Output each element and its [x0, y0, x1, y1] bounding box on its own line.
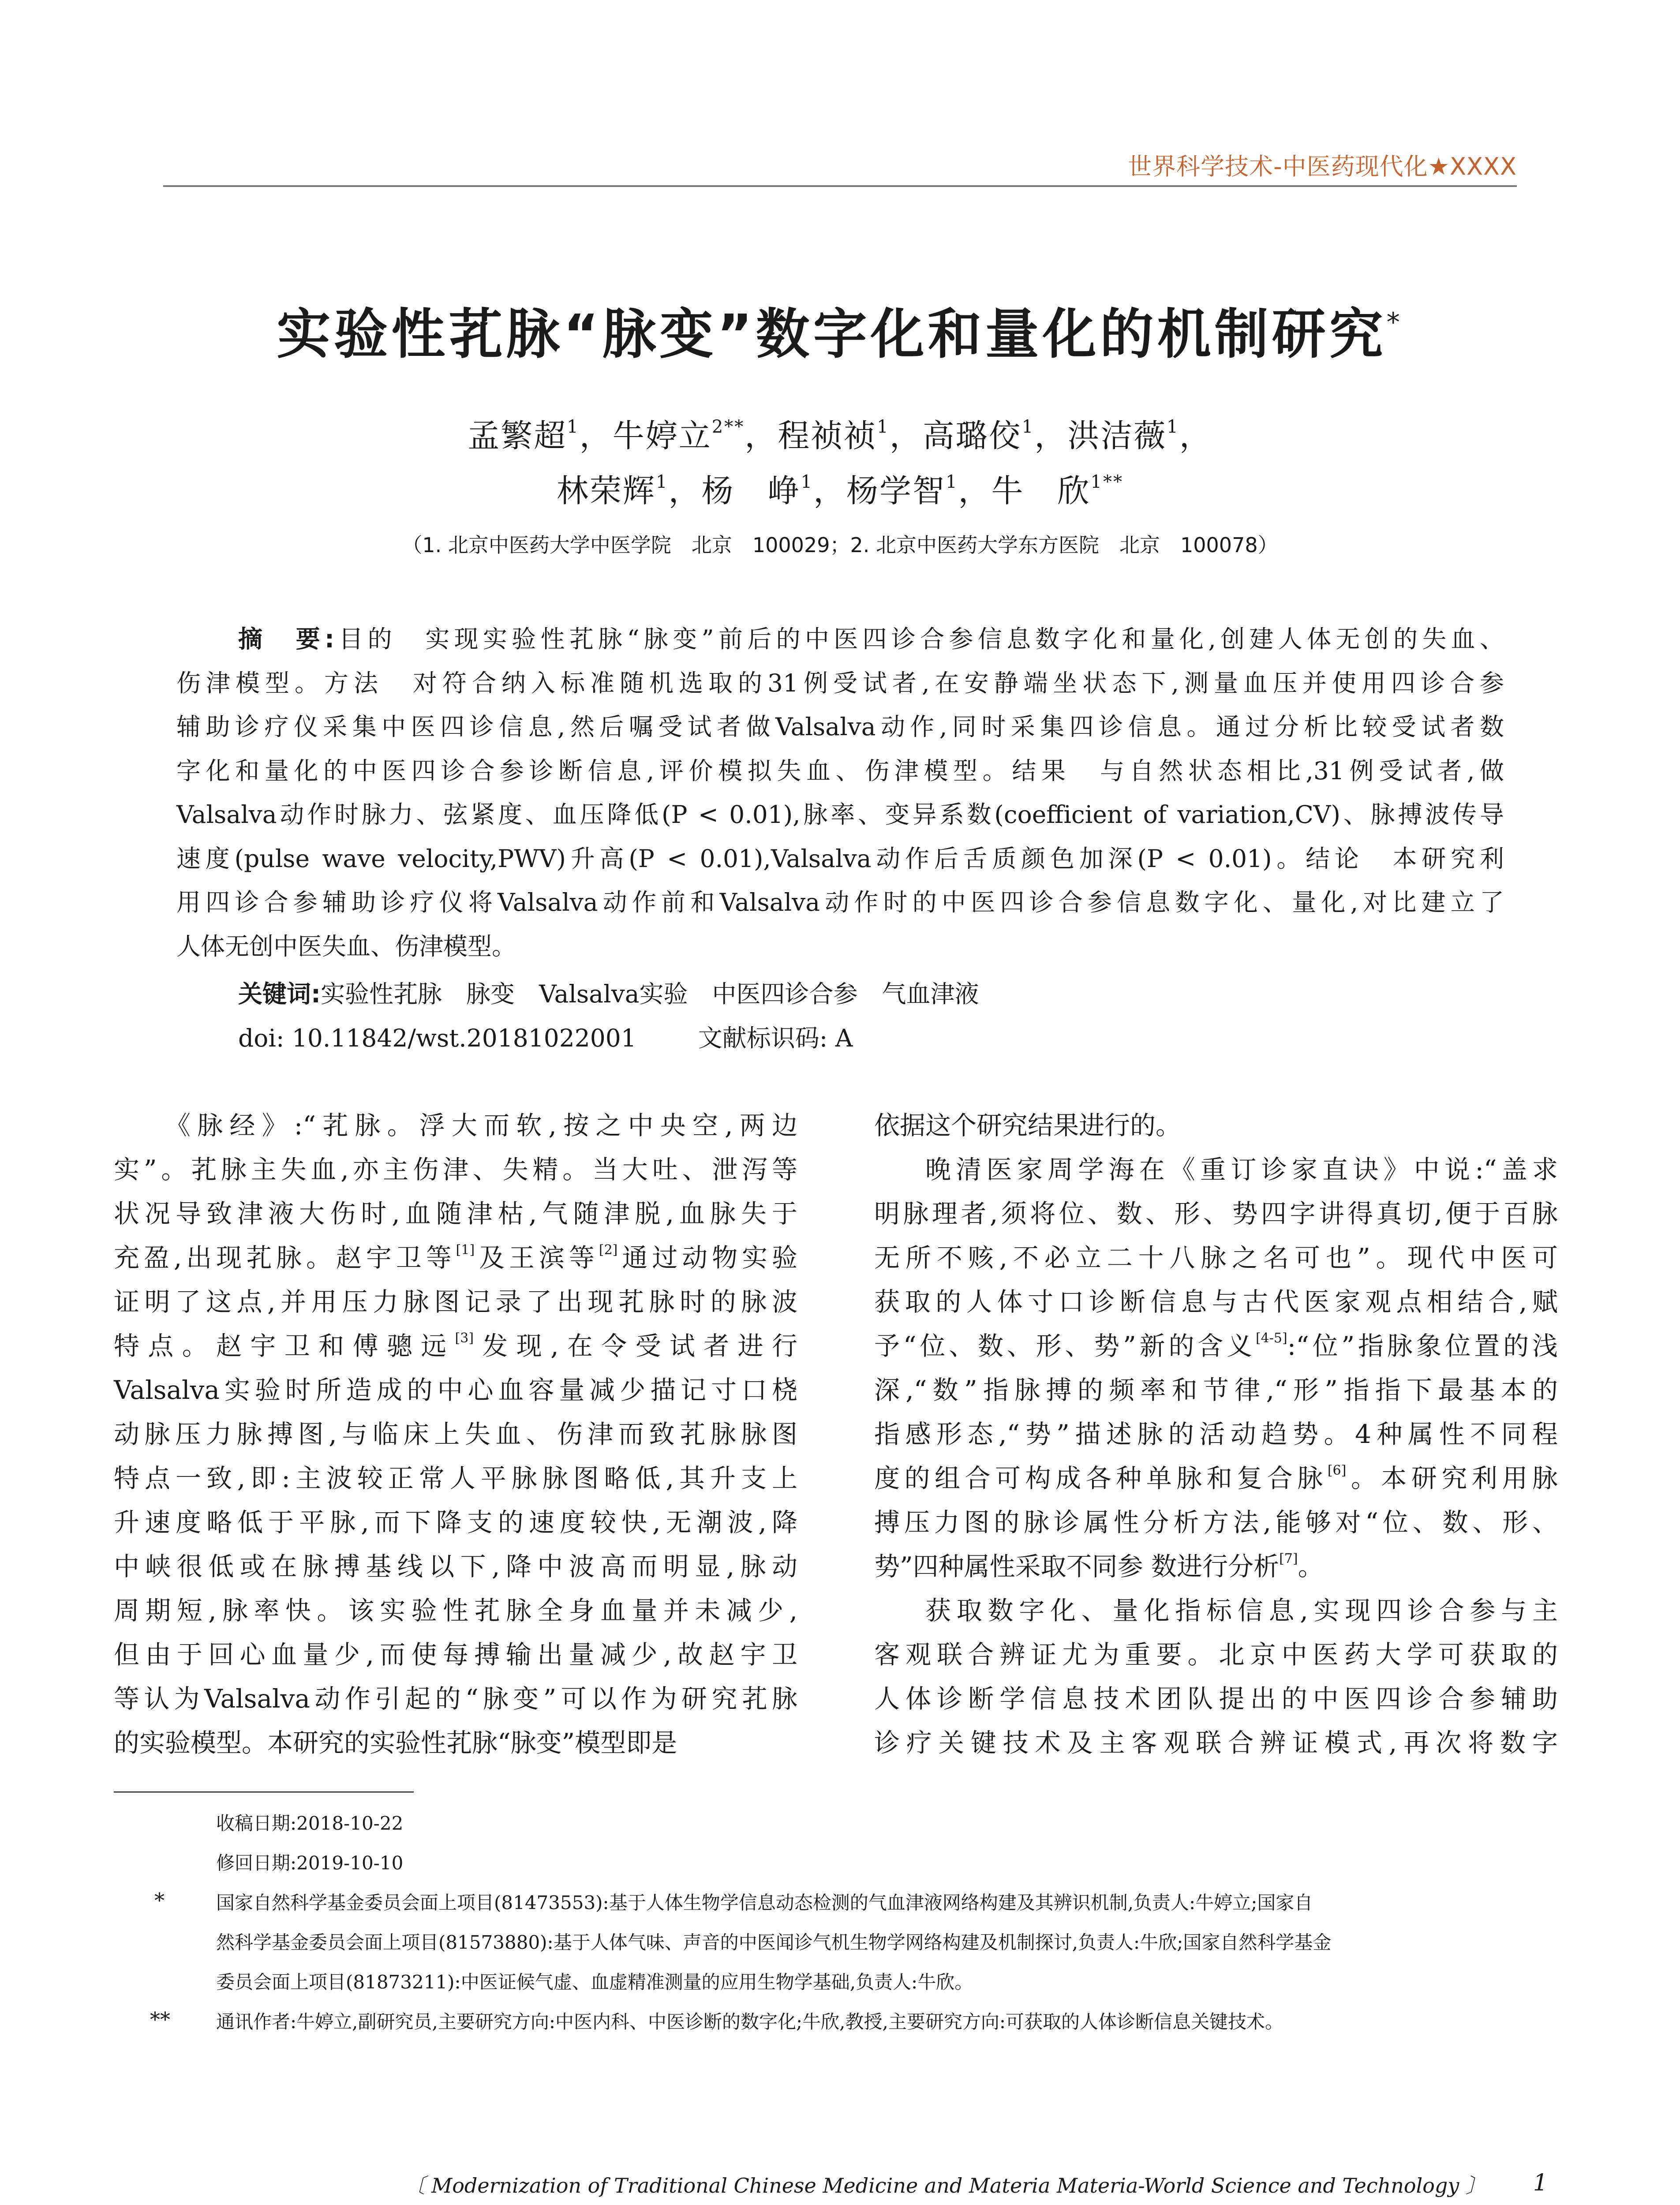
paragraph-line [114, 1722, 797, 1766]
running-head: 世界科学技术-中医药现代化★XXXX [1128, 153, 1517, 180]
paragraph-line [114, 1590, 797, 1634]
keywords [238, 975, 1566, 1014]
keywords-label: 关键词: [238, 980, 321, 1008]
fund-line: 国家自然科学基金委员会面上项目(81473553):基于人体生物学信息动态检测的气血津液网络构建及其辨识机制,负责人:牛婷立;国家自 [216, 1892, 1313, 1913]
abstract-text: 目的 实现实验性芤脉“脉变”前后的中医四诊合参信息数字化和量化,创建人体无创的失血、 [334, 625, 1504, 653]
fund-line: 然科学基金委员会面上项目(81573880):基于人体气味、声音的中医闻诊气机生物学网络构建及机制探讨,负责人:牛欣;国家自然科学基金 [216, 1932, 1332, 1953]
author-separator: ， [579, 417, 613, 454]
author-name: 洪洁薇 [1067, 417, 1167, 454]
author-affiliation-mark: 1 [567, 416, 580, 437]
paragraph-line [874, 1281, 1558, 1325]
received-date: 收稿日期:2018-10-22 [216, 1813, 404, 1834]
line-text: 深,“数”指脉搏的频率和节律,“形”指指下最基本的 [874, 1375, 1558, 1405]
citation-ref: [1] [456, 1242, 475, 1258]
author-name: 杨 峥 [701, 472, 801, 509]
paragraph-line [874, 1590, 1558, 1634]
paragraph-line [874, 1678, 1558, 1722]
author-affiliation-mark: 1 [1021, 416, 1035, 437]
abstract-text: 伤津模型。方法 对符合纳入标准随机选取的31例受试者,在安静端坐状态下,测量血压并使用四诊合参 [176, 669, 1504, 697]
author-separator: ， [745, 417, 778, 454]
paragraph-line [114, 1105, 797, 1149]
line-text: 发现,在令受试者进行 [474, 1331, 797, 1361]
abstract-line [238, 620, 1504, 659]
line-text: 状况导致津液大伤时,血随津枯,气随津脱,血脉失于 [114, 1199, 797, 1229]
line-text: 晚清医家周学海在《重订诊家直诀》中说:“盖求 [925, 1155, 1558, 1185]
line-text: 的实验模型。本研究的实验性芤脉“脉变”模型即是 [114, 1728, 677, 1758]
line-text: 动脉压力脉搏图,与临床上失血、伤津而致芤脉脉图 [114, 1419, 797, 1449]
paragraph-line [874, 1634, 1558, 1678]
author-affiliation-mark: 2** [711, 416, 745, 437]
corresponding-author: 通讯作者:牛婷立,副研究员,主要研究方向:中医内科、中医诊断的数字化;牛欣,教授,主要研究方向:可获取的人体诊断信息关键技术。 [216, 2011, 1284, 2033]
abstract-line [176, 751, 1504, 791]
line-text: Valsalva实验时所造成的中心血容量减少描记寸口桡 [114, 1375, 797, 1405]
citation-ref: [7] [1279, 1551, 1298, 1566]
author-affiliation-mark: 1 [1167, 416, 1179, 437]
body-left-column [114, 1105, 797, 1766]
paragraph-line [874, 1413, 1558, 1458]
abstract-text: 辅助诊疗仪采集中医四诊信息,然后嘱受试者做Valsalva动作,同时采集四诊信息。通过分析比较受试者数 [176, 713, 1504, 741]
abstract-text: 字化和量化的中医四诊合参诊断信息,评价模拟失血、伤津模型。结果 与自然状态相比,31例受试者,做 [176, 756, 1504, 785]
paragraph-line [874, 1325, 1558, 1369]
fund-footnote-mark: * [154, 1888, 165, 1912]
paragraph-line [114, 1237, 797, 1281]
line-text: 获取数字化、量化指标信息,实现四诊合参与主 [925, 1596, 1558, 1626]
line-text: 。本研究利用脉 [1346, 1463, 1558, 1493]
affiliation: （1. 北京中医药大学中医学院 北京 100029；2. 北京中医药大学东方医院 北京 100078） [402, 533, 1278, 557]
title-footnote-mark: * [1386, 307, 1403, 338]
line-text: 实”。芤脉主失血,亦主伤津、失精。当大吐、泄泻等 [114, 1155, 797, 1185]
line-text: 人体诊断学信息技术团队提出的中医四诊合参辅助 [874, 1684, 1558, 1714]
paragraph-line [114, 1325, 797, 1369]
citation-ref: [4-5] [1255, 1330, 1287, 1346]
line-text: 证明了这点,并用压力脉图记录了出现芤脉时的脉波 [114, 1287, 797, 1317]
line-text: 指感形态,“势”描述脉的活动趋势。4种属性不同程 [874, 1419, 1558, 1449]
paragraph-line [874, 1193, 1558, 1237]
abstract-line [176, 795, 1504, 835]
line-text: 势”四种属性采取不同参 数进行分析 [874, 1551, 1280, 1581]
paragraph-line [874, 1105, 1558, 1149]
paragraph-line [874, 1458, 1558, 1502]
line-text: :“位”指脉象位置的浅 [1287, 1331, 1558, 1361]
author-name: 程祯祯 [778, 417, 877, 454]
revised-date: 修回日期:2019-10-10 [216, 1852, 404, 1874]
paragraph-line [114, 1502, 797, 1546]
line-text: 特点。赵宇卫和傅骢远 [114, 1331, 455, 1361]
line-text: 明脉理者,须将位、数、形、势四字讲得真切,便于百脉 [874, 1199, 1558, 1229]
author-name: 林荣辉 [557, 472, 656, 509]
author-name: 孟繁超 [468, 417, 567, 454]
abstract-text: Valsalva动作时脉力、弦紧度、血压降低(P < 0.01),脉率、变异系数(coefficient of variation,CV)、脉搏波传导 [176, 800, 1504, 829]
paragraph-line [114, 1678, 797, 1722]
paper-title [0, 291, 1680, 368]
author-affiliation-mark: 1 [946, 471, 958, 492]
paragraph-line [874, 1722, 1558, 1766]
author-name: 牛婷立 [612, 417, 712, 454]
author-name: 杨学智 [846, 472, 946, 509]
fund-line: 委员会面上项目(81873211):中医证候气虚、血虚精准测量的应用生物学基础,负责人:牛欣。 [216, 1971, 973, 1993]
abstract-line [176, 927, 1504, 967]
line-text: 周期短,脉率快。该实验性芤脉全身血量并未减少, [114, 1596, 797, 1626]
author-affiliation-mark: 1 [877, 416, 890, 437]
paragraph-line [114, 1413, 797, 1458]
author-list-line-2 [0, 465, 1680, 511]
article-info [238, 1019, 1566, 1058]
keywords-text: 实验性芤脉 脉变 Valsalva实验 中医四诊合参 气血津液 [321, 980, 979, 1008]
line-text: 度的组合可构成各种单脉和复合脉 [874, 1463, 1328, 1493]
abstract-text: 用四诊合参辅助诊疗仪将Valsalva动作前和Valsalva动作时的中医四诊合参信息数字化、量化,对比建立了 [176, 888, 1504, 916]
doi: doi: 10.11842/wst.20181022001 [238, 1024, 636, 1052]
abstract-line [176, 664, 1504, 703]
line-text: 获取的人体寸口诊断信息与古代医家观点相结合,赋 [874, 1287, 1558, 1317]
author-separator: ， [813, 472, 846, 509]
line-text: 客观联合辨证尤为重要。北京中医药大学可获取的 [874, 1640, 1558, 1670]
abstract-text: 速度(pulse wave velocity,PWV)升高(P < 0.01),Valsalva动作后舌质颜色加深(P < 0.01)。结论 本研究利 [176, 844, 1504, 873]
author-affiliation-mark: 1** [1090, 471, 1123, 492]
header-divider [163, 185, 1517, 187]
paragraph-line [874, 1149, 1558, 1193]
author-affiliation-mark: 1 [801, 471, 813, 492]
paragraph-line [114, 1149, 797, 1193]
line-text: 。 [1298, 1551, 1324, 1581]
author-list-line-1 [0, 410, 1680, 456]
page-number: 1 [1533, 2170, 1548, 2196]
line-text: 及王滨等 [475, 1243, 599, 1273]
paragraph-line [874, 1546, 1558, 1590]
abstract-text: 人体无创中医失血、伤津模型。 [176, 932, 516, 960]
author-separator: ， [1034, 417, 1068, 454]
abstract-line [176, 839, 1504, 879]
author-separator: ， [889, 417, 923, 454]
paragraph-line [874, 1237, 1558, 1281]
citation-ref: [6] [1327, 1463, 1347, 1478]
document-code: 文献标识码: A [698, 1024, 853, 1052]
line-text: 等认为Valsalva动作引起的“脉变”可以作为研究芤脉 [114, 1684, 797, 1714]
paragraph-line [114, 1546, 797, 1590]
line-text: 无所不赅,不必立二十八脉之名可也”。现代中医可 [874, 1243, 1558, 1273]
author-name: 牛 欣 [991, 472, 1091, 509]
line-text: 中峡很低或在脉搏基线以下,降中波高而明显,脉动 [114, 1551, 797, 1581]
line-text: 但由于回心血量少,而使每搏输出量减少,故赵宇卫 [114, 1640, 797, 1670]
line-text: 通过动物实验 [617, 1243, 797, 1273]
paragraph-line [114, 1458, 797, 1502]
line-text: 升速度略低于平脉,而下降支的速度较快,无潮波,降 [114, 1507, 797, 1537]
author-affiliation-mark: 1 [656, 471, 669, 492]
line-text: 《脉经》:“芤脉。浮大而软,按之中央空,两边 [165, 1110, 797, 1140]
body-right-column [874, 1105, 1558, 1766]
citation-ref: [2] [599, 1242, 618, 1258]
paragraph-line [114, 1634, 797, 1678]
author-separator: ， [1179, 417, 1212, 454]
line-text: 依据这个研究结果进行的。 [874, 1110, 1182, 1140]
abstract-line [176, 883, 1504, 923]
author-separator: ， [668, 472, 702, 509]
line-text: 诊疗关键技术及主客观联合辨证模式,再次将数字 [874, 1728, 1558, 1758]
line-text: 充盈,出现芤脉。赵宇卫等 [114, 1243, 456, 1273]
title-text: 实验性芤脉“脉变”数字化和量化的机制研究 [277, 303, 1387, 366]
author-name: 高璐佼 [922, 417, 1022, 454]
line-text: 特点一致,即:主波较正常人平脉脉图略低,其升支上 [114, 1463, 797, 1493]
paragraph-line [114, 1369, 797, 1413]
author-separator: ， [958, 472, 992, 509]
line-text: 予“位、数、形、势”新的含义 [874, 1331, 1256, 1361]
corresponding-footnote-mark: ** [150, 2007, 170, 2031]
paragraph-line [114, 1193, 797, 1237]
abstract-line [176, 707, 1504, 747]
paragraph-line [874, 1502, 1558, 1546]
footer-journal: 〔 Modernization of Traditional Chinese Medicine and Materia Materia-World Science and Technology 〕 [404, 2174, 1486, 2198]
citation-ref: [3] [455, 1330, 474, 1346]
paragraph-line [874, 1369, 1558, 1413]
footnote-divider [114, 1791, 414, 1793]
abstract-label: 摘 要: [238, 625, 334, 653]
line-text: 搏压力图的脉诊属性分析方法,能够对“位、数、形、 [874, 1507, 1558, 1537]
paragraph-line [114, 1281, 797, 1325]
